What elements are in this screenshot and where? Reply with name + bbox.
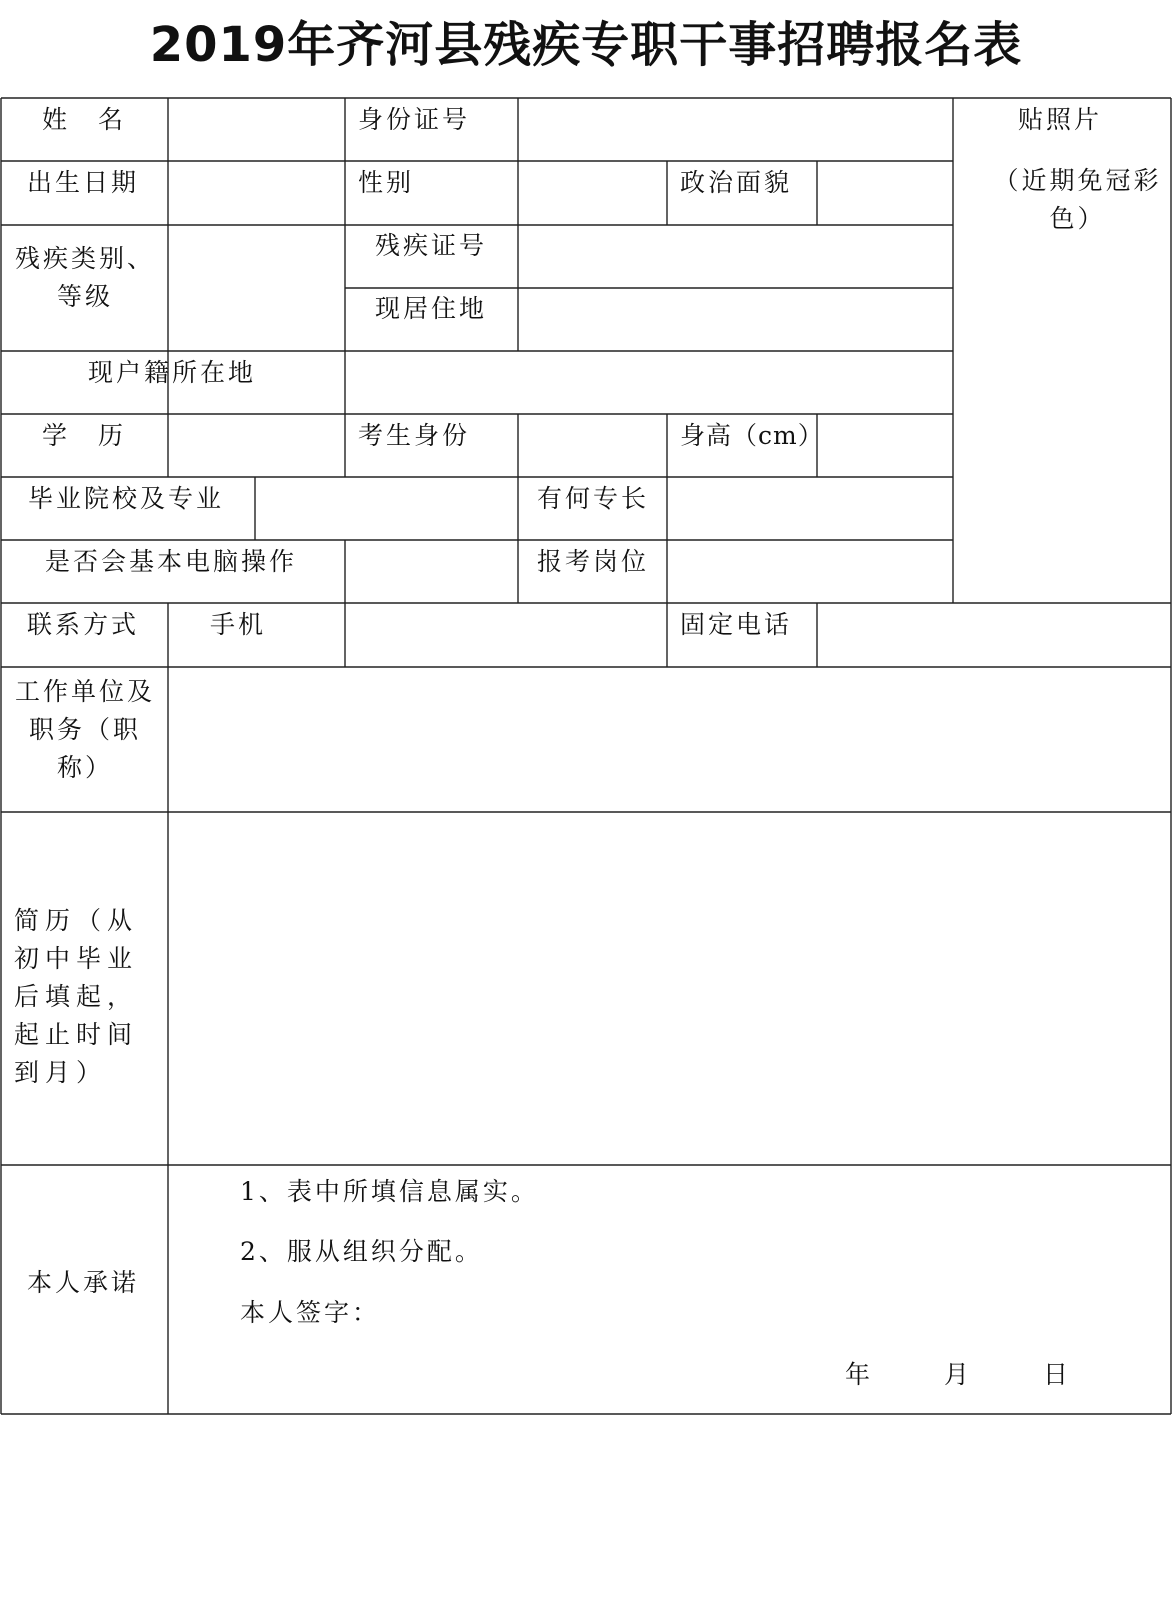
label-id-number: 身份证号: [358, 105, 471, 134]
label-gender: 性别: [358, 168, 415, 197]
label-mobile: 手机: [210, 610, 267, 639]
landline-field[interactable]: [819, 605, 1169, 665]
resume-field[interactable]: [170, 814, 1169, 1163]
name-field[interactable]: [170, 100, 343, 159]
pledge-item-1: 1、表中所填信息属实。: [240, 1177, 539, 1206]
signature-field[interactable]: [370, 1290, 770, 1334]
pledge-date: 年 月 日: [845, 1360, 1077, 1389]
label-computer-skill: 是否会基本电脑操作: [45, 547, 298, 576]
label-height: 身高（cm）: [680, 421, 824, 450]
label-education: 学 历: [42, 421, 127, 450]
birth-date-field[interactable]: [170, 163, 343, 223]
candidate-status-field[interactable]: [520, 416, 665, 475]
household-registration-field[interactable]: [347, 353, 951, 412]
label-employer-title: 工作单位及职务（职称）: [14, 677, 155, 782]
photo-note: （近期免冠彩色）: [993, 166, 1162, 233]
gender-field[interactable]: [520, 163, 665, 223]
applied-position-field[interactable]: [669, 542, 951, 601]
label-specialty: 有何专长: [537, 484, 650, 513]
label-name: 姓 名: [42, 105, 127, 134]
id-number-field[interactable]: [520, 100, 951, 159]
photo-area[interactable]: [955, 100, 1169, 601]
label-residence: 现居住地: [375, 294, 488, 323]
label-birth-date: 出生日期: [27, 168, 140, 197]
pledge-item-2: 2、服从组织分配。: [240, 1237, 483, 1266]
employer-title-field[interactable]: [170, 669, 1169, 810]
label-pledge: 本人承诺: [27, 1268, 140, 1297]
mobile-field[interactable]: [347, 605, 665, 665]
school-major-field[interactable]: [257, 479, 516, 538]
disability-cert-field[interactable]: [520, 227, 951, 286]
label-contact: 联系方式: [27, 610, 140, 639]
label-political-status: 政治面貌: [680, 168, 793, 197]
education-field[interactable]: [170, 416, 343, 475]
political-status-field[interactable]: [819, 163, 951, 223]
label-household-registration: 现户籍所在地: [88, 358, 257, 387]
computer-skill-field[interactable]: [347, 542, 516, 601]
label-candidate-status: 考生身份: [358, 421, 471, 450]
form-title: 2019年齐河县残疾专职干事招聘报名表: [149, 17, 1023, 73]
label-school-major: 毕业院校及专业: [28, 484, 225, 513]
specialty-field[interactable]: [669, 479, 951, 538]
disability-category-field[interactable]: [170, 227, 343, 349]
height-field[interactable]: [819, 416, 951, 475]
label-disability-category: 残疾类别、等级: [14, 244, 155, 311]
signature-label: 本人签字：: [240, 1298, 381, 1327]
label-disability-cert: 残疾证号: [375, 231, 488, 260]
label-photo: 贴照片: [1018, 105, 1103, 134]
label-resume: 简历（从初中毕业后填起，起止时间到月）: [14, 906, 139, 1087]
label-applied-position: 报考岗位: [537, 547, 650, 576]
label-landline: 固定电话: [680, 610, 793, 639]
residence-field[interactable]: [520, 290, 951, 349]
